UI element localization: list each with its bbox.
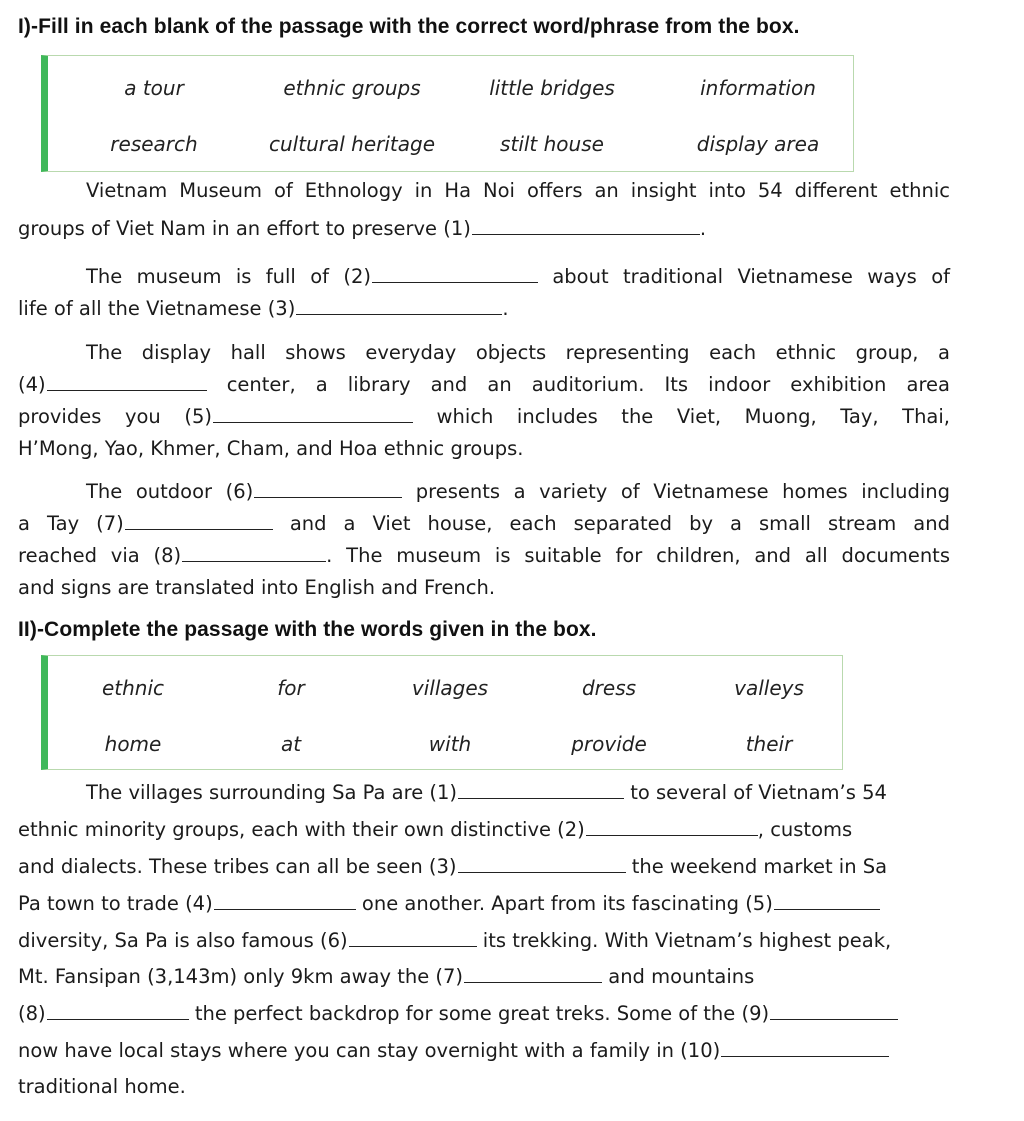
passage-line: life of all the Vietnamese (3) . bbox=[18, 297, 509, 320]
passage-line: H’Mong, Yao, Khmer, Cham, and Hoa ethnic groups. bbox=[18, 437, 524, 460]
answer-blank[interactable] bbox=[774, 908, 880, 910]
word-box-item: ethnic bbox=[101, 676, 165, 700]
passage-line: reached via (8) . The museum is suitable for children, and all documents bbox=[18, 544, 950, 567]
answer-blank[interactable] bbox=[770, 1018, 898, 1020]
passage-line: (8) the perfect backdrop for some great treks. Some of the (9) bbox=[18, 1002, 898, 1025]
word-box-item: provide bbox=[571, 732, 647, 756]
passage-line: ethnic minority groups, each with their own distinctive (2) , customs bbox=[18, 818, 853, 841]
passage-line: and signs are translated into English and French. bbox=[18, 576, 496, 599]
word-box-item: villages bbox=[411, 676, 489, 700]
answer-blank[interactable] bbox=[182, 560, 326, 562]
passage-line: groups of Viet Nam in an effort to preserve (1) . bbox=[18, 217, 707, 240]
word-box-item: display area bbox=[696, 132, 820, 156]
passage-line: and dialects. These tribes can all be seen (3) the weekend market in Sa bbox=[18, 855, 888, 878]
passage-line: The outdoor (6) presents a variety of Vietnamese homes including bbox=[86, 480, 950, 503]
answer-blank[interactable] bbox=[372, 281, 538, 283]
passage-line: (4) center, a library and an auditorium. Its indoor exhibition area bbox=[18, 373, 950, 396]
answer-blank[interactable] bbox=[254, 496, 402, 498]
answer-blank[interactable] bbox=[721, 1055, 889, 1057]
answer-blank[interactable] bbox=[296, 313, 502, 315]
passage-line: The villages surrounding Sa Pa are (1) to several of Vietnam’s 54 bbox=[86, 781, 887, 804]
passage-line: Vietnam Museum of Ethnology in Ha Noi offers an insight into 54 different ethnic bbox=[86, 179, 950, 202]
passage-line: provides you (5) which includes the Viet, Muong, Tay, Thai, bbox=[18, 405, 950, 428]
passage-line: diversity, Sa Pa is also famous (6) its trekking. With Vietnam’s highest peak, bbox=[18, 929, 892, 952]
passage-line: Mt. Fansipan (3,143m) only 9km away the (7) and mountains bbox=[18, 965, 755, 988]
word-box-item: at bbox=[280, 732, 302, 756]
answer-blank[interactable] bbox=[349, 945, 477, 947]
word-box-item: with bbox=[428, 732, 472, 756]
answer-blank[interactable] bbox=[472, 233, 700, 235]
passage-line: The museum is full of (2) about traditional Vietnamese ways of bbox=[86, 265, 950, 288]
answer-blank[interactable] bbox=[464, 981, 602, 983]
word-box-item: information bbox=[700, 76, 816, 100]
answer-blank[interactable] bbox=[458, 871, 626, 873]
word-box-item: ethnic groups bbox=[283, 76, 421, 100]
section-1-heading: I)-Fill in each blank of the passage with the correct word/phrase from the box. bbox=[18, 15, 800, 38]
section-2-heading: II)-Complete the passage with the words given in the box. bbox=[18, 618, 597, 641]
word-box-item: stilt house bbox=[500, 132, 604, 156]
word-box-item: cultural heritage bbox=[269, 132, 435, 156]
answer-blank[interactable] bbox=[213, 421, 413, 423]
passage-line: The display hall shows everyday objects representing each ethnic group, a bbox=[86, 341, 950, 364]
passage-line: now have local stays where you can stay overnight with a family in (10) bbox=[18, 1039, 889, 1062]
word-box-item: little bridges bbox=[489, 76, 615, 100]
word-box-item: dress bbox=[581, 676, 637, 700]
word-box-item: research bbox=[110, 132, 198, 156]
word-box-item: for bbox=[277, 676, 305, 700]
word-box-item: home bbox=[104, 732, 162, 756]
word-box-item: a tour bbox=[124, 76, 184, 100]
word-box-item: valleys bbox=[734, 676, 804, 700]
passage-line: Pa town to trade (4) one another. Apart from its fascinating (5) bbox=[18, 892, 880, 915]
passage-line: a Tay (7) and a Viet house, each separated by a small stream and bbox=[18, 512, 950, 535]
answer-blank[interactable] bbox=[47, 389, 207, 391]
word-box-1 bbox=[41, 55, 854, 172]
answer-blank[interactable] bbox=[125, 528, 273, 530]
answer-blank[interactable] bbox=[214, 908, 356, 910]
word-box-2 bbox=[41, 655, 843, 770]
passage-line: traditional home. bbox=[18, 1075, 186, 1098]
answer-blank[interactable] bbox=[586, 834, 758, 836]
answer-blank[interactable] bbox=[47, 1018, 189, 1020]
answer-blank[interactable] bbox=[458, 797, 624, 799]
word-box-item: their bbox=[745, 732, 793, 756]
